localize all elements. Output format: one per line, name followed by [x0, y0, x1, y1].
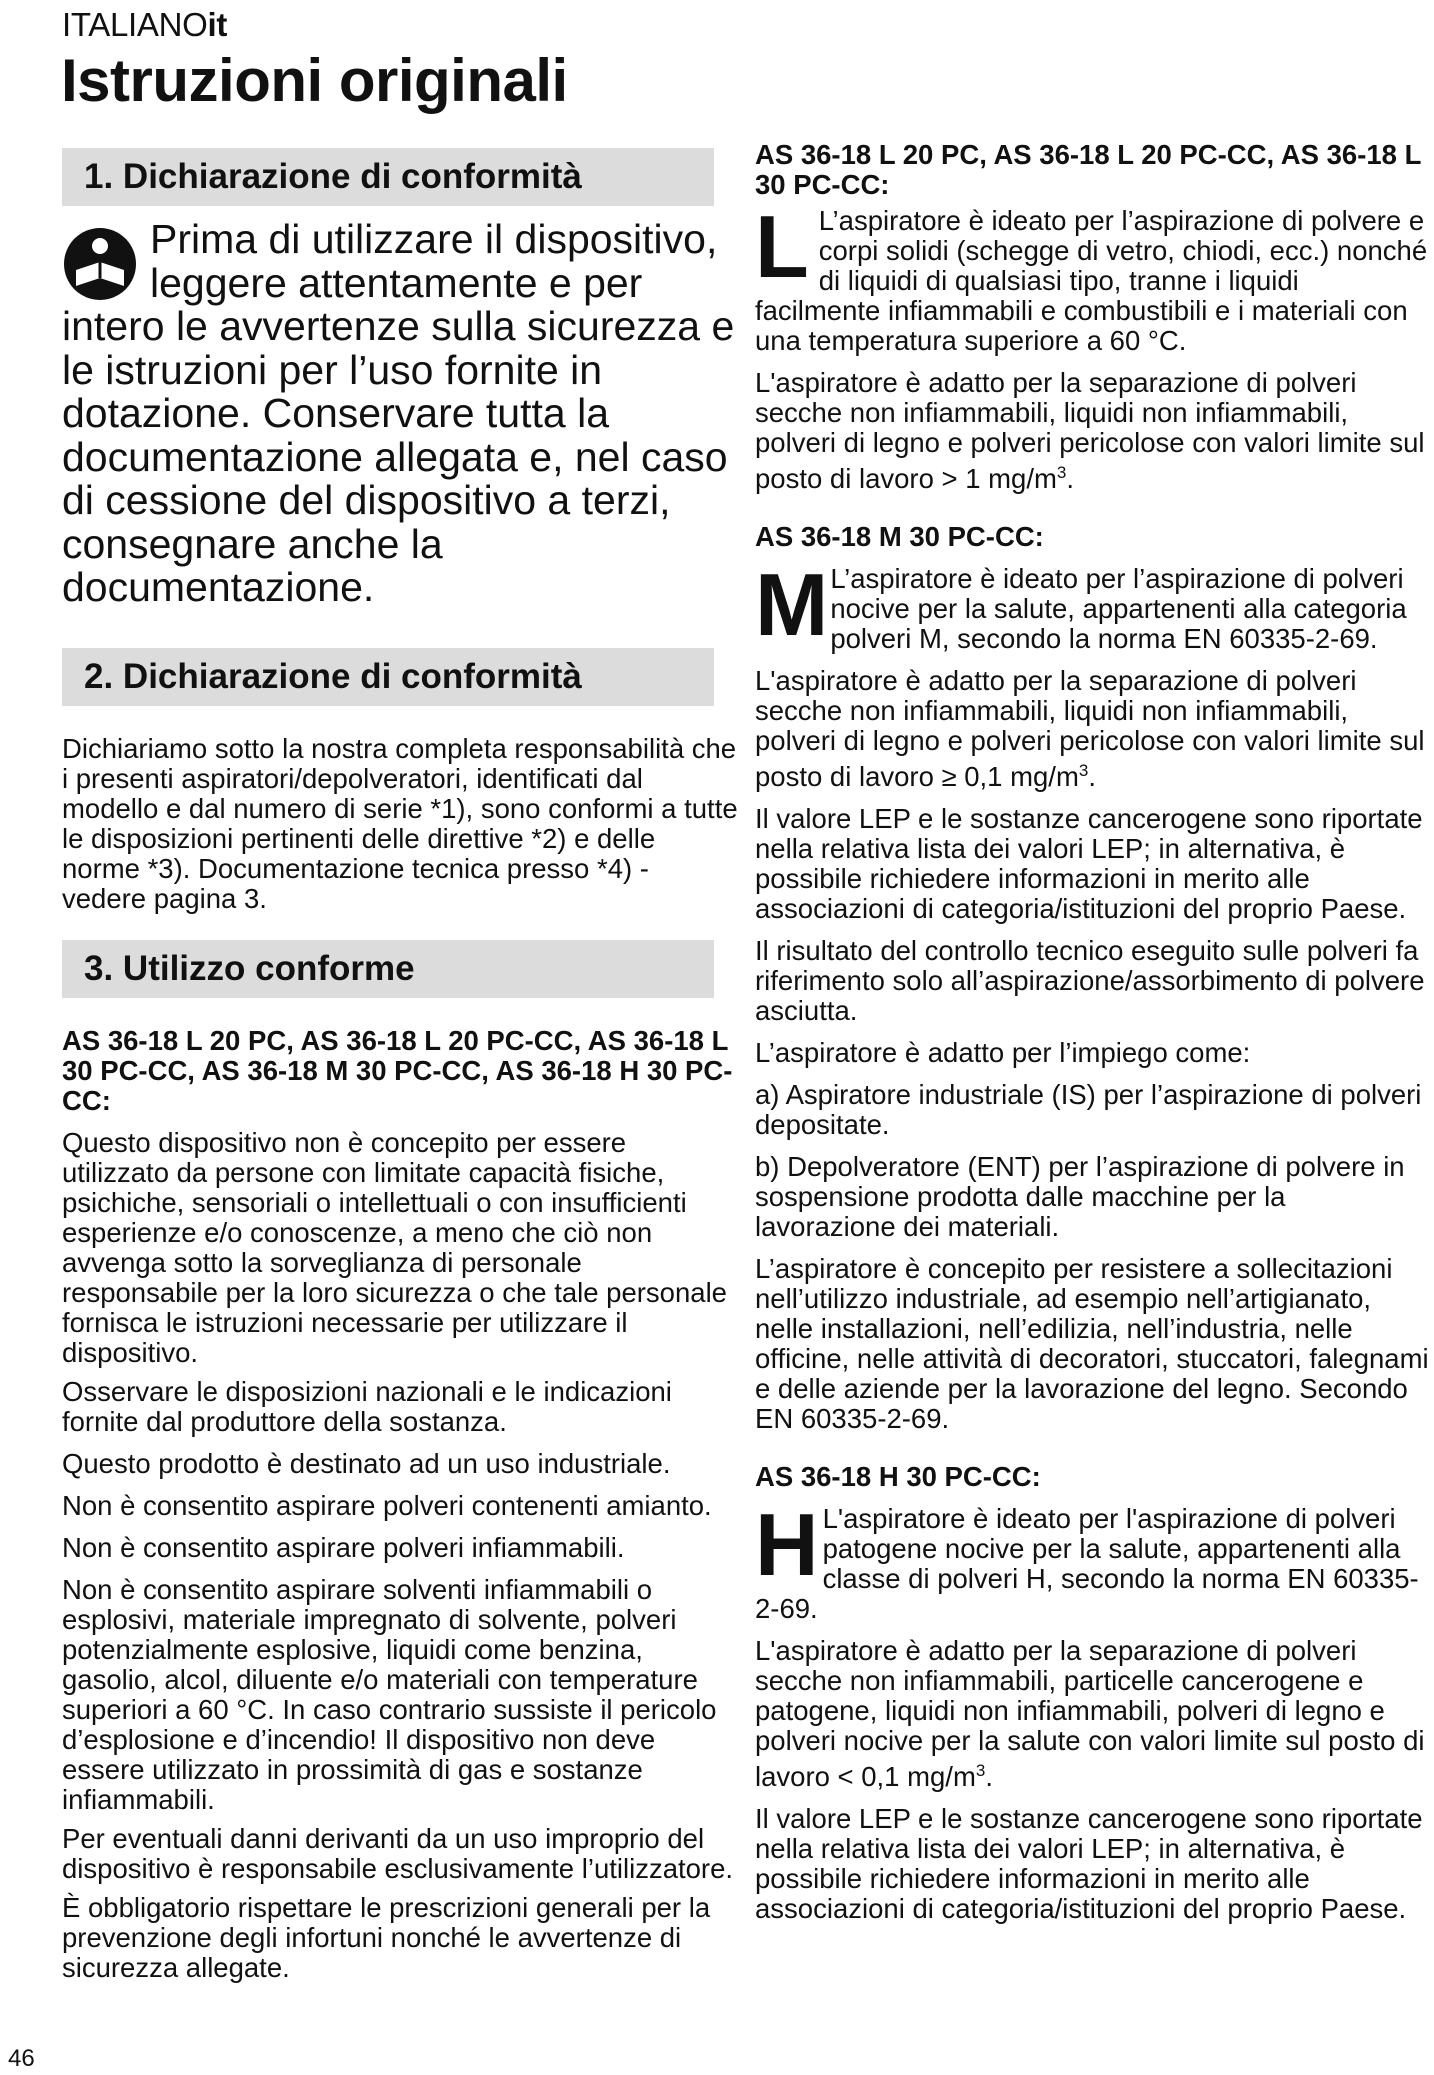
language-name: ITALIANO	[62, 6, 208, 43]
paragraph: Non è consentito aspirare solventi infiammabili o esplosivi, materiale impregnato di solvente, polveri potenzialmente esplosive, liquidi come benzina, gasolio, alcol, diluente e/o materiali con temperature superiori a 60 °C. In caso contrario sussiste il pericolo d’esplosione e d’incendio! Il dispositivo non deve essere utilizzato in prossimità di gas e sostanze infiammabili.	[62, 1573, 717, 1815]
section-1-heading: 1. Dichiarazione di conformità	[62, 148, 714, 206]
m-class-heading: AS 36-18 M 30 PC-CC:	[755, 521, 1044, 553]
paragraph: b) Depolveratore (ENT) per l’aspirazione di polvere in sospensione prodotta dalle macchine per la lavorazione dei materiali.	[755, 1151, 1405, 1243]
l-separation-text	[755, 368, 1429, 494]
h-class-description: L'aspiratore è ideato per l'aspirazione di polveri patogene nocive per la salute, appartenenti alla classe di polveri H, secondo la norma EN 60335-2-69.	[755, 1503, 1419, 1625]
paragraph: Non è consentito aspirare polveri contenenti amianto.	[62, 1489, 712, 1521]
read-manual-icon	[62, 226, 138, 302]
l-class-description: L’aspiratore è ideato per l’aspirazione di polvere e corpi solidi (schegge di vetro, chiodi, ecc.) nonché di liquidi di qualsiasi tipo, tranne i liquidi facilmente infiammabili e combustibili e i materiali con una temperatura superiore a 60 °C.	[755, 205, 1428, 356]
m-class-text	[755, 555, 1429, 655]
m-separation-text	[755, 666, 1429, 792]
paragraph: Questo prodotto è destinato ad un uso industriale.	[62, 1447, 671, 1479]
paragraph: L’aspiratore è adatto per l’impiego come:	[755, 1037, 1251, 1069]
paragraph: Osservare le disposizioni nazionali e le indicazioni fornite dal produttore della sostanza.	[62, 1375, 672, 1437]
h-separation-text	[755, 1636, 1429, 1792]
models-heading: AS 36-18 L 20 PC, AS 36-18 L 20 PC-CC, AS 36-18 L 30 PC-CC, AS 36-18 M 30 PC-CC, AS 36-18 H 30 PC-CC:	[62, 1024, 733, 1116]
page-number: 46	[8, 2045, 35, 2072]
section-2-heading: 2. Dichiarazione di conformità	[62, 648, 714, 706]
language-label	[62, 6, 227, 44]
period: .	[1088, 761, 1096, 793]
right-column	[755, 140, 1429, 1924]
paragraph: a) Aspiratore industriale (IS) per l’aspirazione di polveri depositate.	[755, 1079, 1422, 1141]
paragraph: Non è consentito aspirare polveri infiammabili.	[62, 1531, 625, 1563]
period: .	[1066, 463, 1074, 495]
h-class-heading: AS 36-18 H 30 PC-CC:	[755, 1461, 1041, 1493]
m-class-description: L’aspiratore è ideato per l’aspirazione di polveri nocive per la salute, appartenenti alla categoria polveri M, secondo la norma EN 60335-2-69.	[830, 563, 1407, 655]
paragraph: L’aspiratore è concepito per resistere a sollecitazioni nell’utilizzo industriale, ad esempio nell’artigianato, nelle installazioni, nell’edilizia, nell’industria, nelle officine, nelle attività di decoratori, stuccatori, falegnami e delle aziende per la lavorazione del legno. Secondo EN 60335-2-69.	[755, 1253, 1429, 1435]
warning-text: Prima di utilizzare il dispositivo, leggere attentamente e per intero le avvertenze sulla sicurezza e le istruzioni per l’uso fornite in dotazione. Conservare tutta la documentazione allegata e, nel caso di cessione del dispositivo a terzi, consegnare anche la documentazione.	[62, 216, 735, 610]
dust-class-m-badge: M	[755, 555, 829, 655]
left-column	[62, 148, 738, 1983]
paragraph: Il valore LEP e le sostanze cancerogene sono riportate nella relativa lista dei valori LEP; in alternativa, è possibile richiedere informazioni in merito alle associazioni di categoria/istituzioni del proprio Paese.	[755, 1803, 1423, 1925]
superscript: 3	[1056, 463, 1067, 482]
superscript: 3	[975, 1761, 986, 1781]
l-class-text	[755, 197, 1429, 356]
l-class-heading: AS 36-18 L 20 PC, AS 36-18 L 20 PC-CC, AS 36-18 L 30 PC-CC:	[755, 139, 1421, 200]
dust-class-l-badge: L	[755, 197, 809, 296]
l-separation-main: L'aspiratore è adatto per la separazione di polveri secche non infiammabili, liquidi non infiammabili, polveri di legno e polveri pericolose con valori limite sul posto di lavoro > 1 mg/m	[755, 367, 1425, 495]
paragraph: Per eventuali danni derivanti da un uso improprio del dispositivo è responsabile esclusivamente l’utilizzatore.	[62, 1822, 734, 1884]
paragraph: Il risultato del controllo tecnico eseguito sulle polveri fa riferimento solo all’aspirazione/assorbimento di polvere asciutta.	[755, 935, 1425, 1027]
conformity-text: Dichiariamo sotto la nostra completa responsabilità che i presenti aspiratori/depolveratori, identificati dal modello e dal numero di serie *1), sono conformi a tutte le disposizioni pertinenti delle direttive *2) e delle norme *3). Documentazione tecnica presso *4) - vedere pagina 3.	[62, 732, 738, 914]
section-3-heading: 3. Utilizzo conforme	[62, 940, 714, 998]
h-class-text	[755, 1495, 1429, 1625]
dust-class-h-badge: H	[755, 1495, 819, 1595]
m-separation-main: L'aspiratore è adatto per la separazione di polveri secche non infiammabili, liquidi non infiammabili, polveri di legno e polveri pericolose con valori limite sul posto di lavoro ≥ 0,1 mg/m	[755, 665, 1425, 793]
page-title: Istruzioni originali	[61, 47, 568, 114]
h-separation-main: L'aspiratore è adatto per la separazione di polveri secche non infiammabili, particelle cancerogene e patogene, liquidi non infiammabili, polveri di legno e polveri nocive per la salute con valori limite sul posto di lavoro < 0,1 mg/m	[755, 1635, 1425, 1793]
period: .	[985, 1761, 993, 1793]
paragraph: Questo dispositivo non è concepito per essere utilizzato da persone con limitate capacità fisiche, psichiche, sensoriali o intellettuali o con insufficienti esperienze e/o conoscenze, a meno che ciò non avvenga sotto la sorveglianza di personale responsabile per la loro sicurezza o che tale personale fornisca le istruzioni necessarie per utilizzare il dispositivo.	[62, 1126, 727, 1368]
paragraph: È obbligatorio rispettare le prescrizioni generali per la prevenzione degli infortuni nonché le avvertenze di sicurezza allegate.	[62, 1891, 711, 1983]
language-code: it	[207, 6, 228, 43]
paragraph: Il valore LEP e le sostanze cancerogene sono riportate nella relativa lista dei valori LEP; in alternativa, è possibile richiedere informazioni in merito alle associazioni di categoria/istituzioni del proprio Paese.	[755, 803, 1423, 925]
warning-block	[62, 218, 738, 610]
superscript: 3	[1078, 761, 1089, 781]
